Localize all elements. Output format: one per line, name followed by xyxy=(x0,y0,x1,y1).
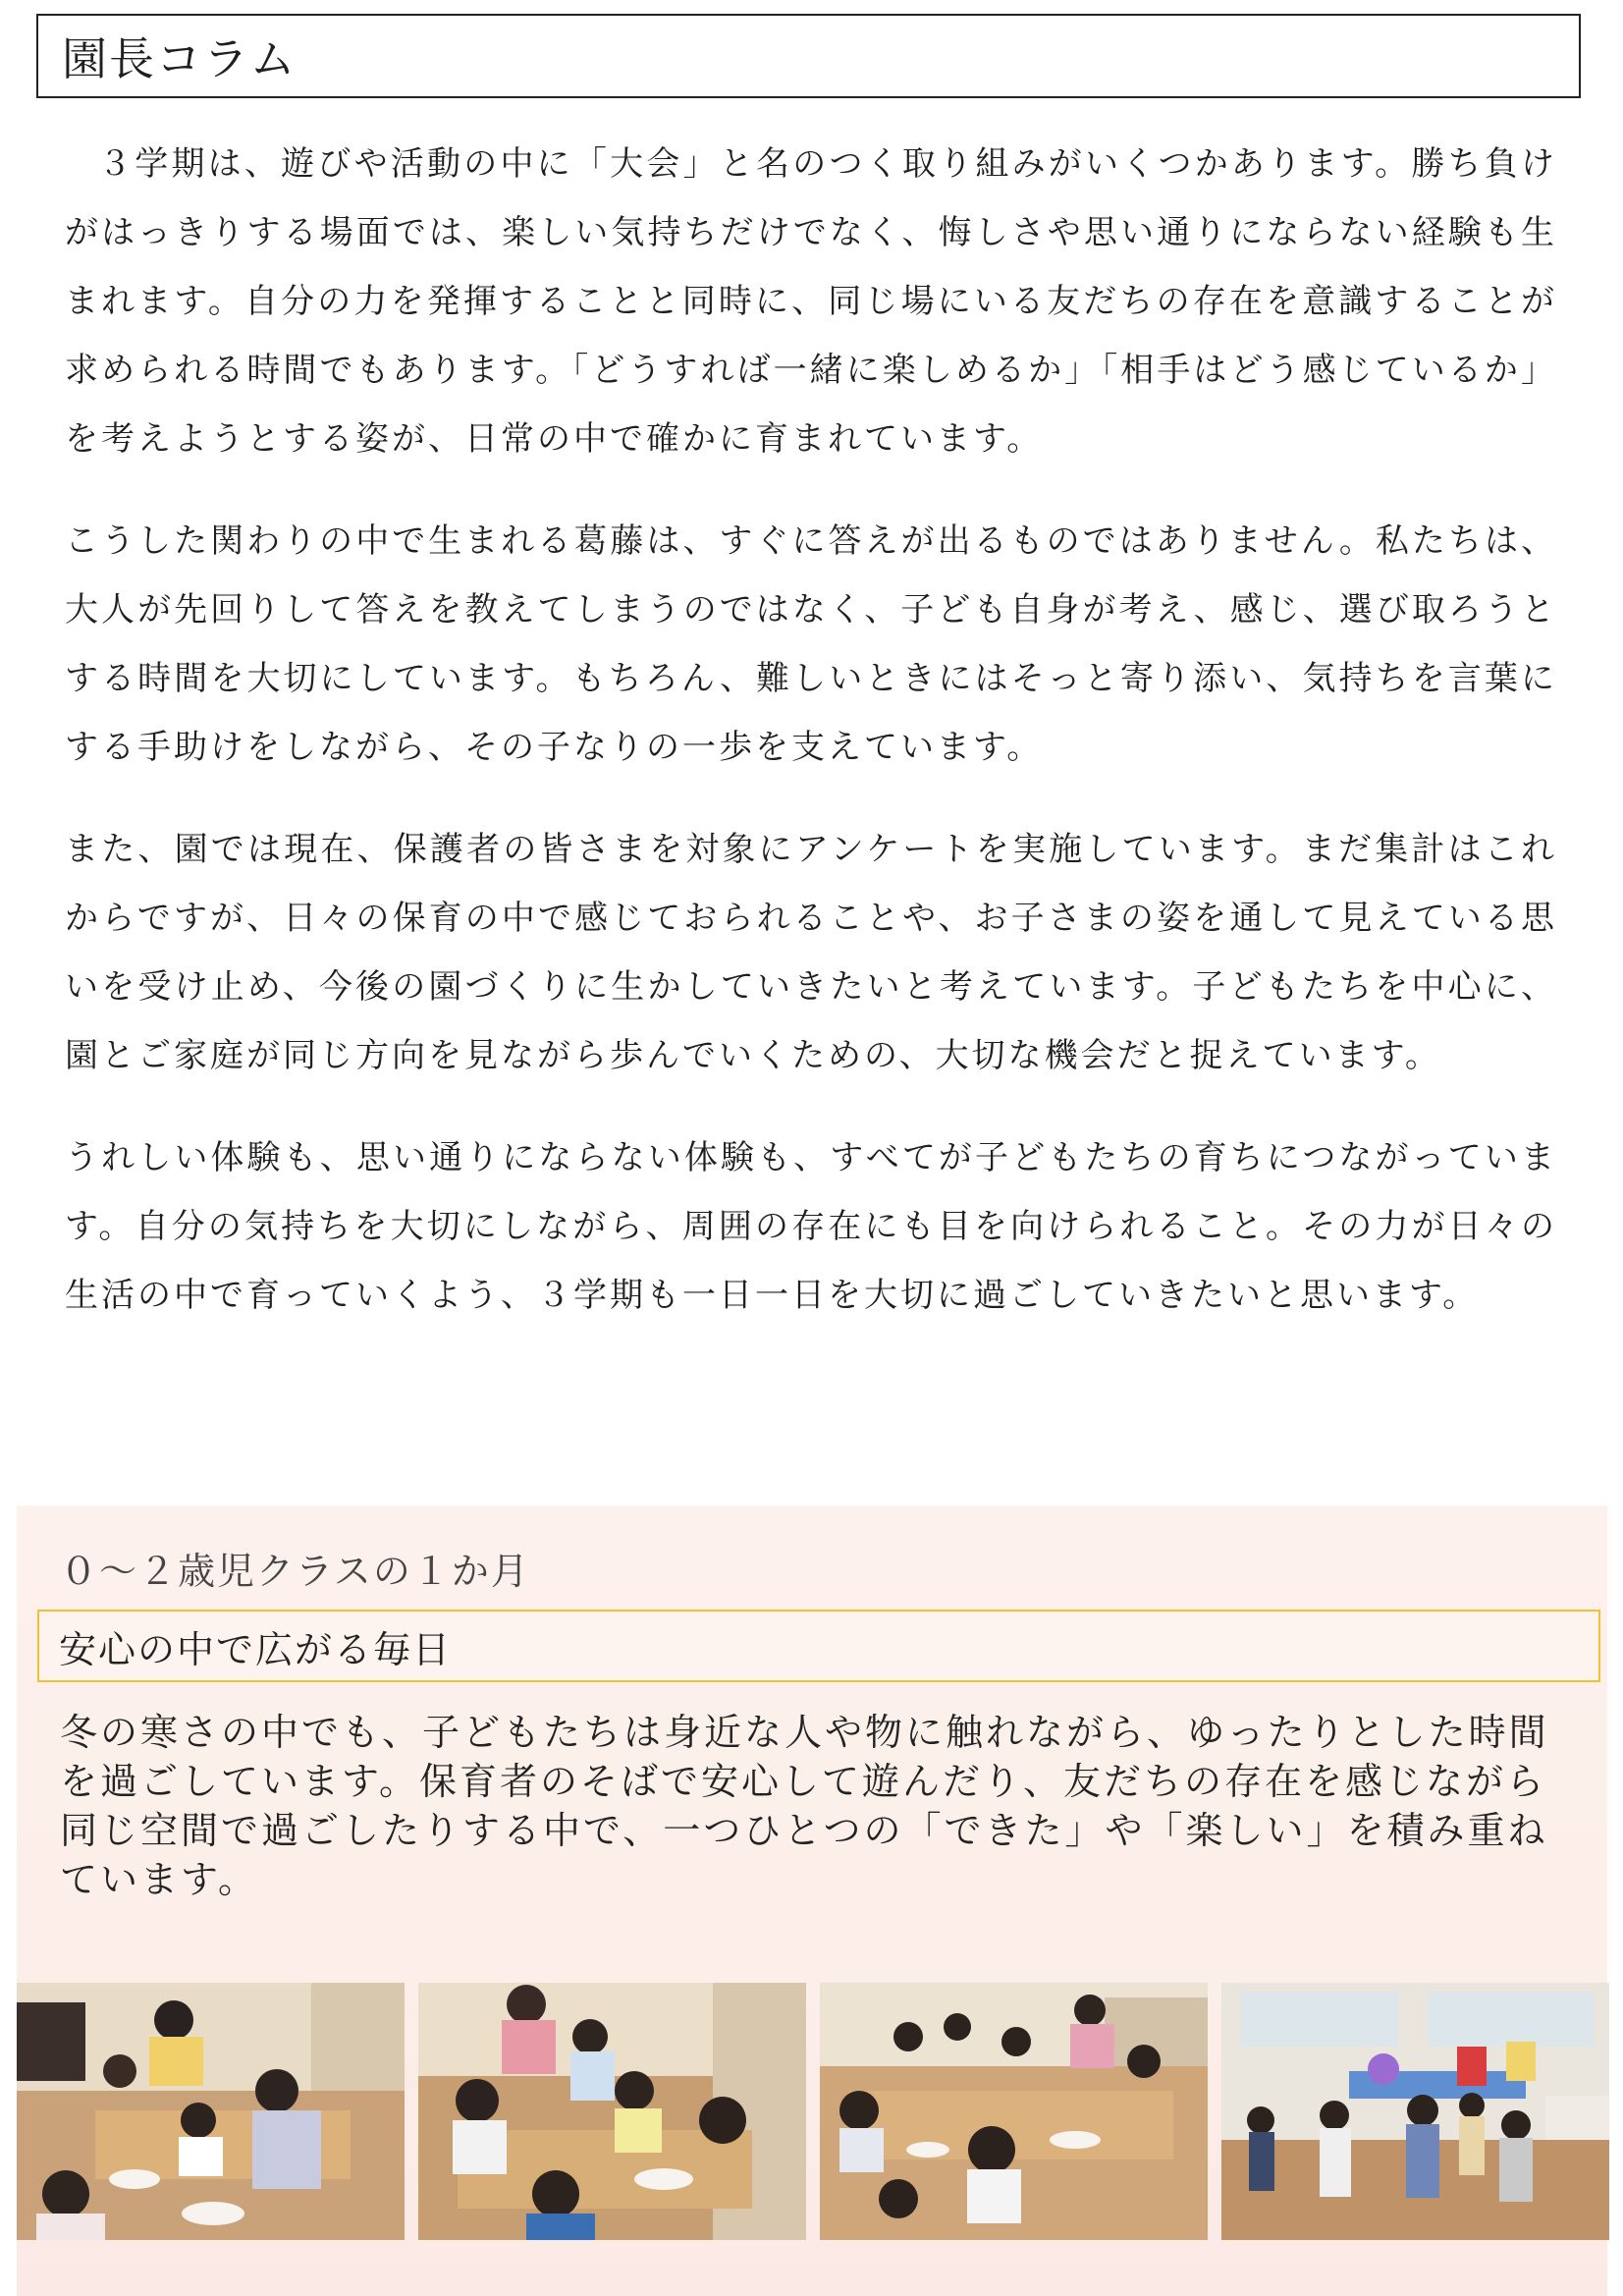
class-headline: 安心の中で広がる毎日 xyxy=(37,1610,1600,1682)
column-paragraph-2: こうした関わりの中で生まれる葛藤は、すぐに答えが出るものではありません。私たちは、大人が先回りして答えを教えてしまうのではなく、子ども自身が考え、感じ、選び取ろうとする時間を大切にしています。もちろん、難しいときにはそっと寄り添い、気持ちを言葉にする手助けをしながら、その子なりの一歩を支えています。 xyxy=(65,521,1557,767)
column-paragraph-1: ３学期は、遊びや活動の中に「大会」と名のつく取り組みがいくつかあります。勝ち負けがはっきりする場面では、楽しい気持ちだけでなく、悔しさや思い通りにならない経験も生まれます。自分の力を発揮することと同時に、同じ場にいる友だちの存在を意識することが求められる時間でもあります。「どうすれば一緒に楽しめるか」「相手はどう感じているか」を考えようとする姿が、日常の中で確かに育まれています。 xyxy=(65,144,1557,459)
class-photo-3 xyxy=(820,1983,1208,2240)
class-photo-4 xyxy=(1221,1983,1609,2240)
class-photo-2 xyxy=(418,1983,806,2240)
class-description: 冬の寒さの中でも、子どもたちは身近な人や物に触れながら、ゆったりとした時間を過ごしています。保育者のそばで安心して遊んだり、友だちの存在を感じながら同じ空間で過ごしたりする中で、一つひとつの「できた」や「楽しい」を積み重ねています。 xyxy=(60,1711,1549,1901)
column-title: 園長コラム xyxy=(36,14,1581,98)
column-paragraph-4: うれしい体験も、思い通りにならない体験も、すべてが子どもたちの育ちにつながっています。自分の気持ちを大切にしながら、周囲の存在にも目を向けられること。その力が日々の生活の中で育っていくよう、３学期も一日一日を大切に過ごしていきたいと思います。 xyxy=(65,1138,1557,1315)
column-paragraph-3: また、園では現在、保護者の皆さまを対象にアンケートを実施しています。まだ集計はこれからですが、日々の保育の中で感じておられることや、お子さまの姿を通して見えている思いを受け止め、今後の園づくりに生かしていきたいと考えています。子どもたちを中心に、園とご家庭が同じ方向を見ながら歩んでいくための、大切な機会だと捉えています。 xyxy=(65,830,1557,1075)
class-photo-1 xyxy=(17,1983,405,2240)
class-label: ０～２歳児クラスの１か月 xyxy=(60,1550,530,1593)
photo-strip xyxy=(17,1983,1607,2240)
column-body xyxy=(65,130,1557,1363)
class-report-section xyxy=(17,1505,1607,2296)
